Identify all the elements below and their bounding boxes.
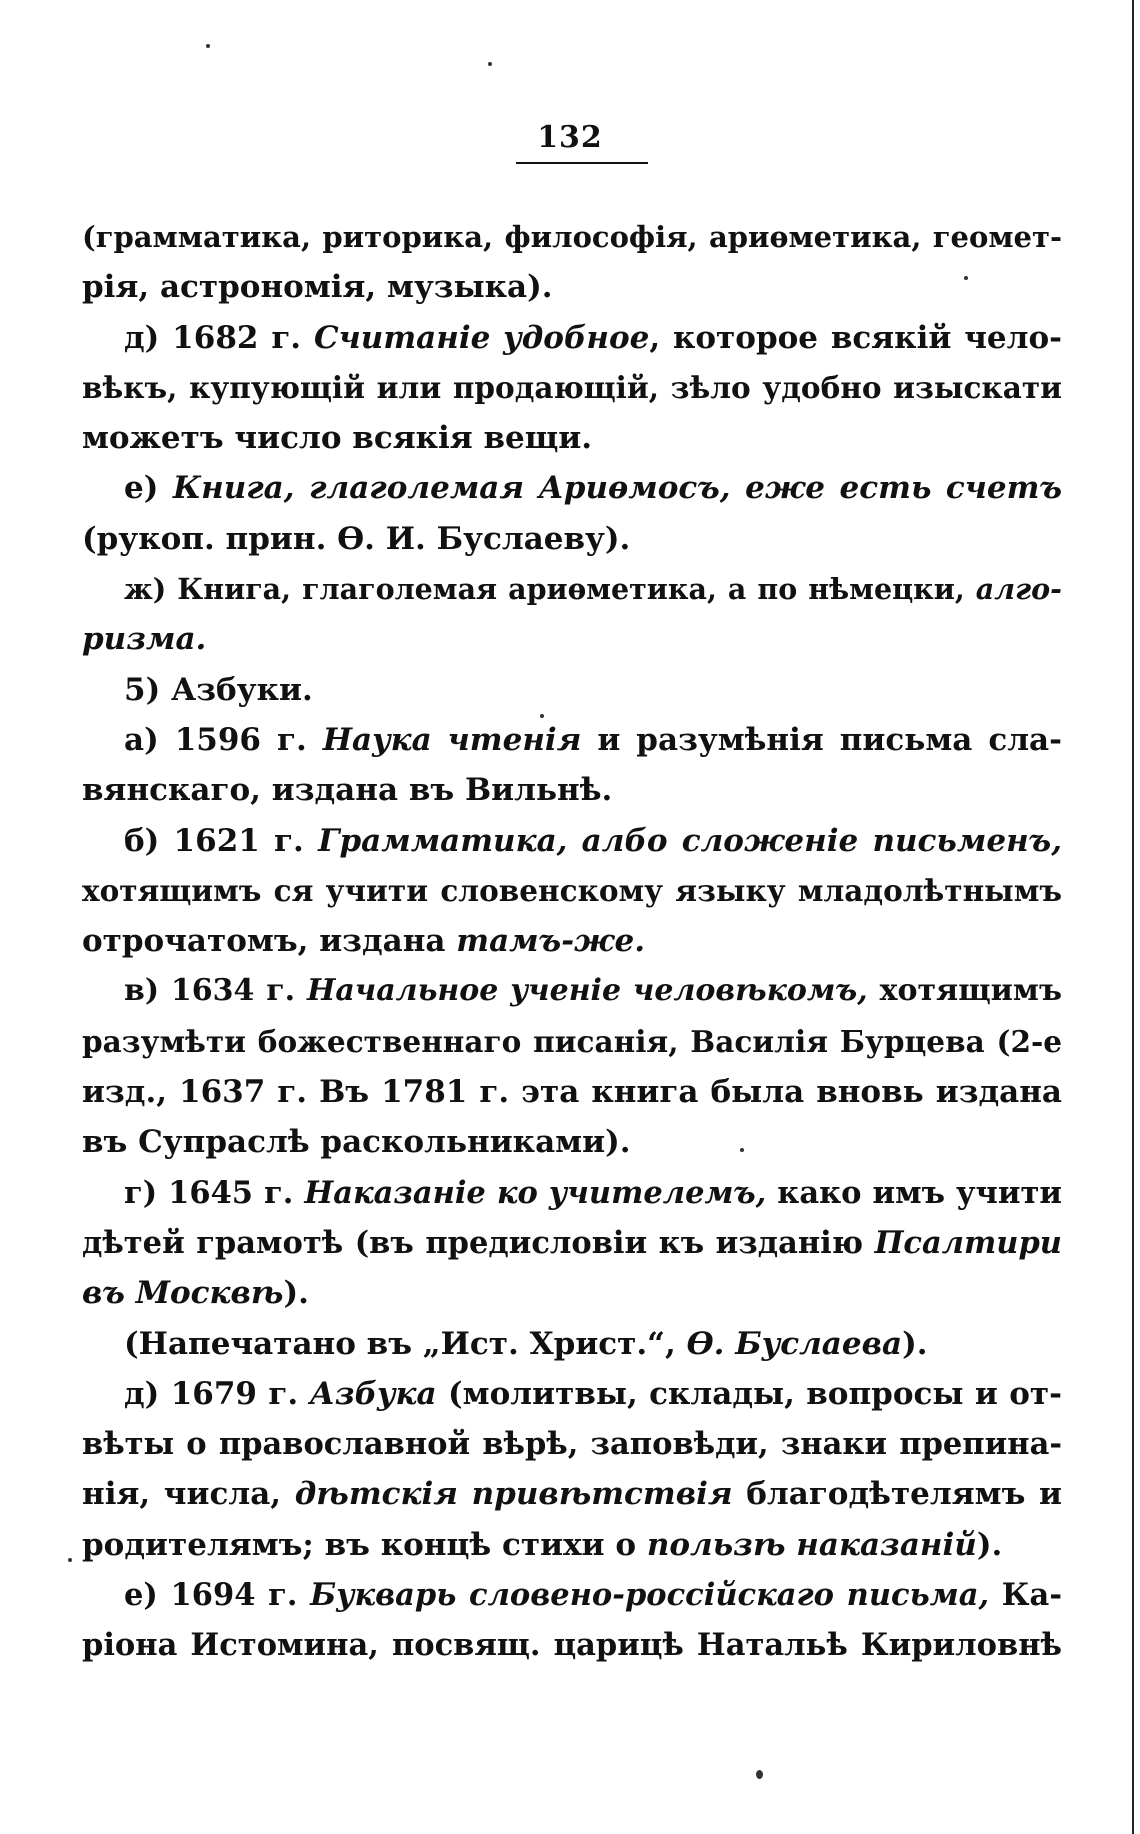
ink-speck <box>756 1770 763 1779</box>
text-run: б) 1621 г. <box>124 822 319 859</box>
text-run: е) <box>124 470 173 507</box>
text-line <box>82 1319 1062 1369</box>
text-line <box>82 1469 1062 1519</box>
text-line <box>82 614 1062 664</box>
italic-run: алго- <box>975 572 1062 607</box>
text-line <box>82 1520 1062 1570</box>
italic-run: ризма. <box>82 621 207 658</box>
italic-run: Ѳ. Буслаева <box>686 1325 903 1362</box>
text-line <box>82 262 1062 312</box>
text-run: Ка- <box>989 1577 1062 1614</box>
text-run: ж) Книга, глаголемая ариѳметика, а по нѣмецки, <box>124 572 976 607</box>
italic-run: Грамматика, албо сложеніе письменъ, <box>318 822 1062 859</box>
text-line <box>82 514 1062 564</box>
text-run: д) 1679 г. <box>124 1375 310 1412</box>
italic-run: Азбука <box>309 1375 437 1412</box>
page-edge-line <box>1132 0 1134 1834</box>
text-run: рія, астрономія, музыка). <box>82 269 553 306</box>
text-run: е) 1694 г. <box>124 1577 311 1614</box>
text-line <box>82 816 1062 866</box>
ink-speck <box>740 1148 744 1152</box>
text-run: како имъ учити <box>766 1174 1063 1211</box>
text-run: ). <box>902 1325 928 1362</box>
text-line <box>82 1067 1062 1117</box>
italic-run: Считаніе удобное <box>313 319 650 356</box>
ink-speck <box>964 276 968 280</box>
text-line <box>82 1268 1062 1318</box>
text-run: д) 1682 г. <box>124 319 314 356</box>
text-line <box>82 665 1062 715</box>
text-run: родителямъ; въ концѣ стихи о <box>82 1526 647 1563</box>
italic-run: Наказаніе ко учителемъ, <box>304 1174 767 1211</box>
body-text <box>82 212 1062 1671</box>
text-line <box>82 1419 1062 1469</box>
ink-speck <box>68 1558 72 1562</box>
text-line <box>82 363 1062 413</box>
italic-run: Книга, глаголемая Ариѳмосъ, еже есть счетъ <box>172 470 1062 507</box>
text-line <box>82 765 1062 815</box>
text-run: ріона Истомина, посвящ. царицѣ Натальѣ Кириловнѣ <box>82 1627 1062 1664</box>
text-line <box>82 966 1062 1016</box>
italic-run: тамъ-же. <box>456 923 646 960</box>
text-run: хотящимъ ся учити словенскому языку младолѣтнымъ <box>82 872 1062 908</box>
italic-run: Псалтири <box>874 1224 1062 1261</box>
text-run: нія, числа, <box>82 1476 295 1513</box>
text-run: в) 1634 г. <box>124 973 307 1009</box>
italic-run: дѣтскія привѣтствія <box>294 1476 733 1513</box>
text-line <box>82 1168 1062 1218</box>
text-line <box>82 1218 1062 1268</box>
page-number-underline <box>516 162 648 164</box>
text-run: отрочатомъ, издана <box>82 923 457 960</box>
text-run: (молитвы, склады, вопросы и от- <box>436 1375 1062 1412</box>
text-run: ). <box>283 1275 309 1312</box>
italic-run: Букварь словено-россійскаго письма, <box>310 1577 990 1614</box>
ink-speck <box>488 62 492 66</box>
text-line <box>82 1620 1062 1670</box>
text-line <box>82 1369 1062 1419</box>
italic-run: въ Москвѣ <box>82 1275 284 1312</box>
text-run: можетъ число всякія вещи. <box>82 420 593 457</box>
text-line <box>82 463 1062 513</box>
text-line <box>82 916 1062 966</box>
text-line <box>82 1117 1062 1167</box>
text-line <box>82 212 1062 262</box>
text-run: (рукоп. прин. Ѳ. И. Буслаеву). <box>82 520 631 557</box>
text-line <box>82 866 1062 916</box>
text-run: ). <box>976 1526 1003 1563</box>
text-run: и разумѣнія письма сла- <box>581 721 1062 758</box>
text-run: г) 1645 г. <box>124 1174 305 1211</box>
italic-run: Начальное ученіе человѣкомъ, <box>306 973 868 1009</box>
text-run: (грамматика, риторика, философія, ариѳметика, геомет- <box>82 220 1062 254</box>
text-line <box>82 1570 1062 1620</box>
text-line <box>82 715 1062 765</box>
page-number: 132 <box>537 120 603 155</box>
text-line <box>82 313 1062 363</box>
text-run: въ Супраслѣ раскольниками). <box>82 1124 631 1161</box>
text-run: вянскаго, издана въ Вильнѣ. <box>82 772 613 809</box>
text-run: разумѣти божественнаго писанія, Василія Бурцева (2-е <box>82 1023 1062 1059</box>
text-run: хотящимъ <box>867 973 1062 1009</box>
ink-speck <box>206 44 210 48</box>
text-run: благодѣтелямъ и <box>732 1476 1062 1513</box>
text-run: вѣты о православной вѣрѣ, заповѣди, знаки препина- <box>82 1426 1062 1463</box>
text-run: (Напечатано въ „Ист. Христ.“, <box>124 1325 687 1362</box>
text-run: а) 1596 г. <box>124 721 323 758</box>
text-run: изд., 1637 г. Въ 1781 г. эта книга была вновь издана <box>82 1074 1062 1111</box>
italic-run: Наука чтенія <box>322 721 582 758</box>
text-line <box>82 564 1062 614</box>
text-run: 5) Азбуки. <box>124 671 313 708</box>
text-run: , которое всякій чело- <box>649 319 1063 356</box>
text-run: вѣкъ, купующій или продающій, зѣло удобно изыскати <box>82 369 1062 405</box>
text-line <box>82 413 1062 463</box>
text-line <box>82 1017 1062 1067</box>
text-run: дѣтей грамотѣ (въ предисловіи къ изданію <box>82 1224 875 1261</box>
ink-speck <box>540 714 544 718</box>
italic-run: пользѣ наказаній <box>646 1526 977 1563</box>
